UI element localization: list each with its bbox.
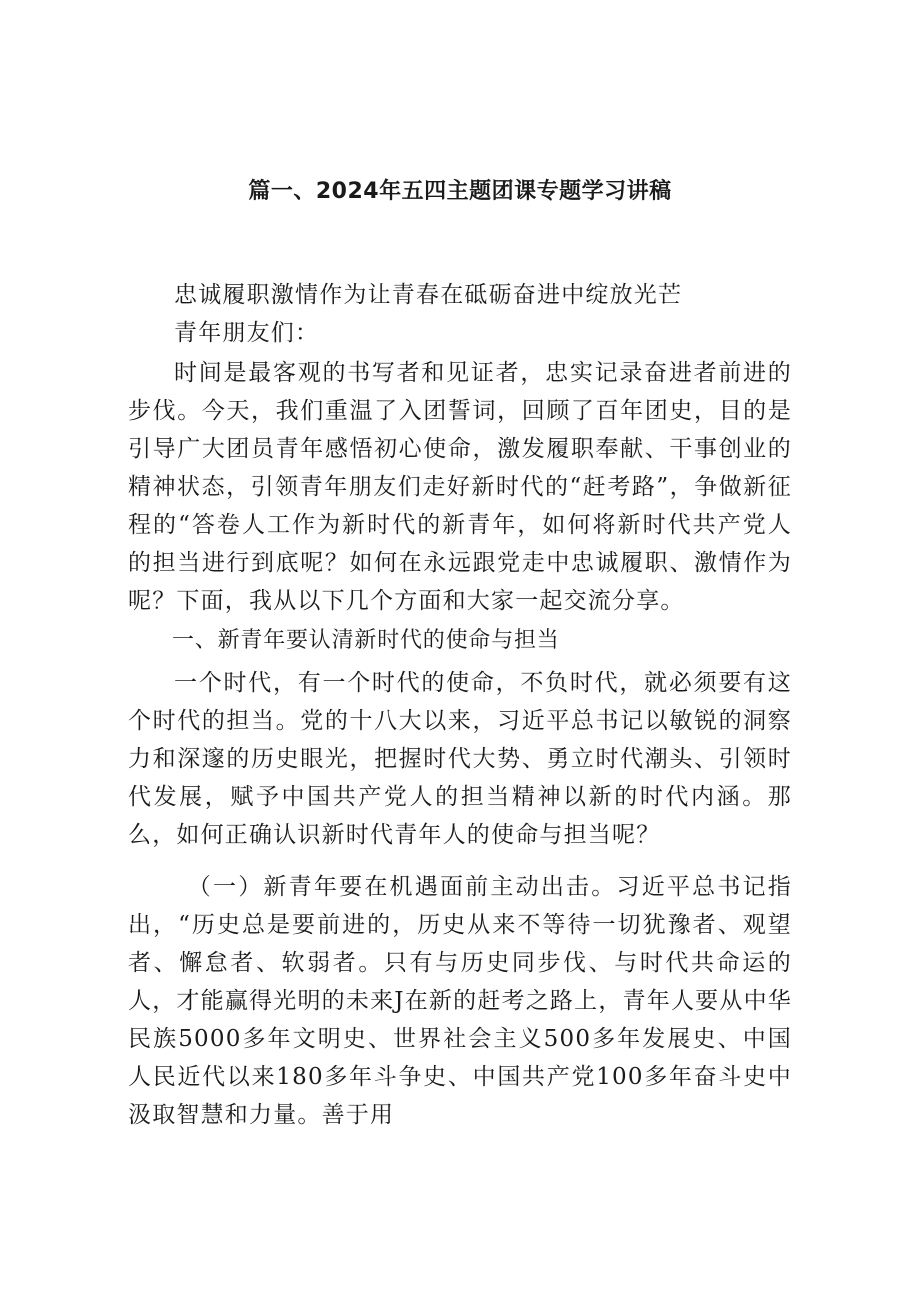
section-heading-1: 一、新青年要认清新时代的使命与担当 [172,628,560,653]
greeting: 青年朋友们： [174,320,320,346]
intro-paragraph: 时间是最客观的书写者和见证者，忠实记录奋进者前进的步伐。今天，我们重温了入团誓词，回顾了百年团史，目的是引导广大团员青年感悟初心使命，激发履职奉献、干事创业的精神状态，引领青年朋友们走好新时代的“赶考路”，争做新征程的“答卷人工作为新时代的新青年，如何将新时代共产党人的担当进行到底呢？如何在永远跟党走中忠诚履职、激情作为呢？下面，我从以下几个方面和大家一起交流分享。 [128,360,792,614]
document-title: 篇一、2024年五四主题团课专题学习讲稿 [248,179,672,204]
document-body [128,276,792,1134]
subsection-1-paragraph: （一）新青年要在机遇面前主动出击。习近平总书记指出，“历史总是要前进的，历史从来不等待一切犹豫者、观望者、懈怠者、软弱者。只有与历史同步伐、与时代共命运的人，才能赢得光明的未来J在新的赶考之路上，青年人要从中华民族5000多年文明史、世界社会主义500多年发展史、中国人民近代以来180多年斗争史、中国共产党100多年奋斗史中汲取智慧和力量。善于用 [128,874,792,1128]
document-subtitle: 忠诚履职激情作为让青春在砥砺奋进中绽放光芒 [174,282,683,308]
section-1-paragraph: 一个时代，有一个时代的使命，不负时代，就必须要有这个时代的担当。党的十八大以来，习近平总书记以敏锐的洞察力和深邃的历史眼光，把握时代大势、勇立时代潮头、引领时代发展，赋予中国共产党人的担当精神以新的时代内涵。那么，如何正确认识新时代青年人的使命与担当呢？ [128,670,792,848]
